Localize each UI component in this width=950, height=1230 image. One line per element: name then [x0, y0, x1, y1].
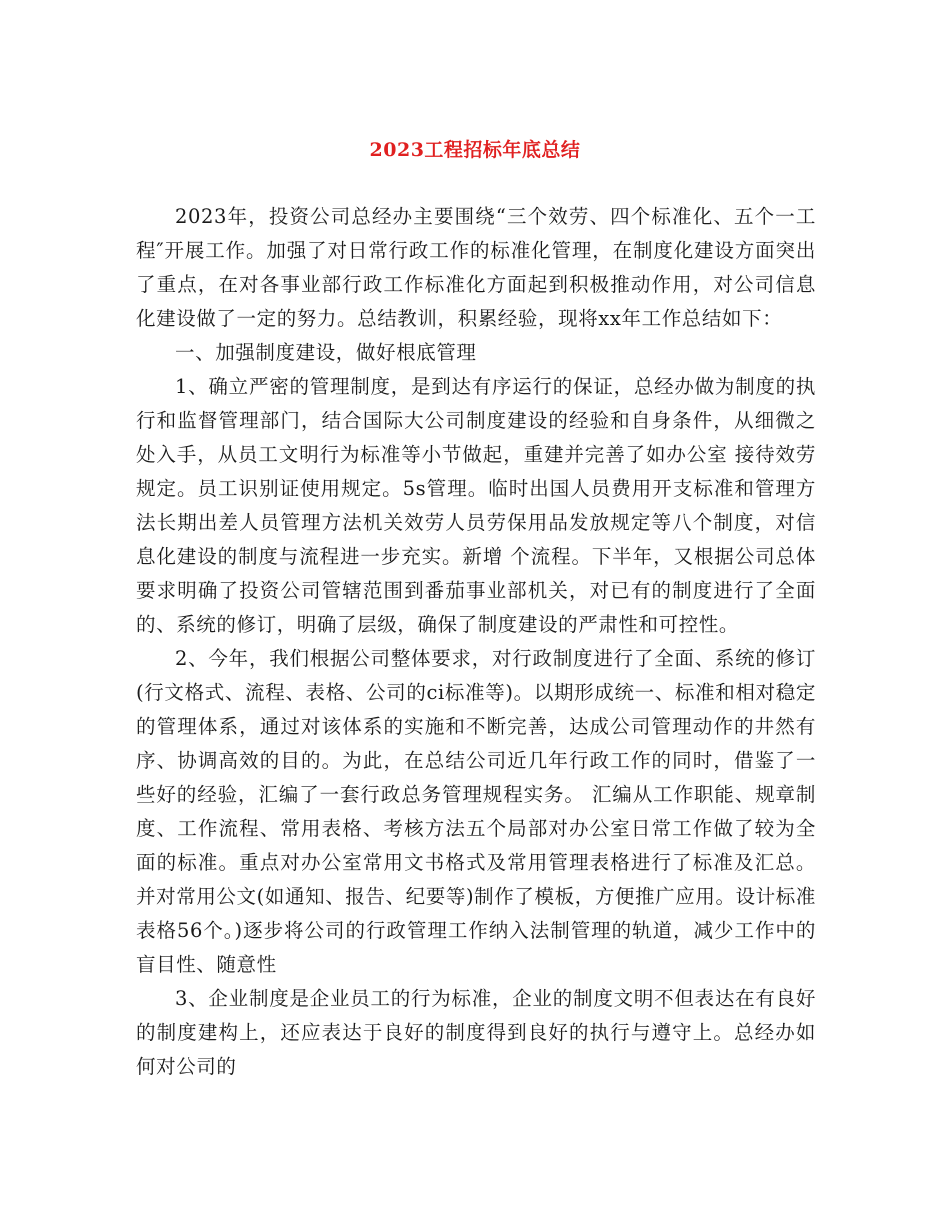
paragraph-item-1: 1、确立严密的管理制度，是到达有序运行的保证，总经办做为制度的执行和监督管理部门，结合国际大公司制度建设的经验和自身条件，从细微之处入手，从员工文明行为标准等小节做起，重建并完善了如办公室 接待效劳规定。员工识别证使用规定。5s管理。临时出国人员费用开支标准和管理方法长期出差人员管理方法机关效劳人员劳保用品发放规定等八个制度，对信息化建设的制度与流程进一步充实。新增 个流程。下半年，又根据公司总体要求明确了投资公司管辖范围到番茄事业部机关，对已有的制度进行了全面的、系统的修订，明确了层级，确保了制度建设的严肃性和可控性。 — [136, 375, 816, 636]
document-title: 2023工程招标年底总结 — [369, 139, 581, 161]
section-heading-1: 一、加强制度建设，做好根底管理 — [175, 341, 477, 364]
paragraph-item-3: 3、企业制度是企业员工的行为标准，企业的制度文明不但表达在有良好的制度建构上，还应表达于良好的制度得到良好的执行与遵守上。总经办如何对公司的 — [136, 987, 816, 1078]
document-body — [136, 200, 816, 1084]
intro-paragraph: 2023年，投资公司总经办主要围绕“三个效劳、四个标准化、五个一工程″开展工作。加强了对日常行政工作的标准化管理，在制度化建设方面突出了重点，在对各事业部行政工作标准化方面起到积极推动作用，对公司信息化建设做了一定的努力。总结教训，积累经验，现将xx年工作总结如下： — [136, 205, 816, 330]
paragraph-item-2: 2、今年，我们根据公司整体要求，对行政制度进行了全面、系统的修订(行文格式、流程、表格、公司的ci标准等)。以期形成统一、标准和相对稳定的管理体系，通过对该体系的实施和不断完善，达成公司管理动作的井然有序、协调高效的目的。为此，在总结公司近几年行政工作的同时，借鉴了一些好的经验，汇编了一套行政总务管理规程实务。 汇编从工作职能、规章制度、工作流程、常用表格、考核方法五个局部对办公室日常工作做了较为全面的标准。重点对办公室常用文书格式及常用管理表格进行了标准及汇总。并对常用公文(如通知、报告、纪要等)制作了模板，方便推广应用。设计标准表格56个。)逐步将公司的行政管理工作纳入法制管理的轨道，减少工作中的盲目性、随意性 — [136, 647, 816, 976]
